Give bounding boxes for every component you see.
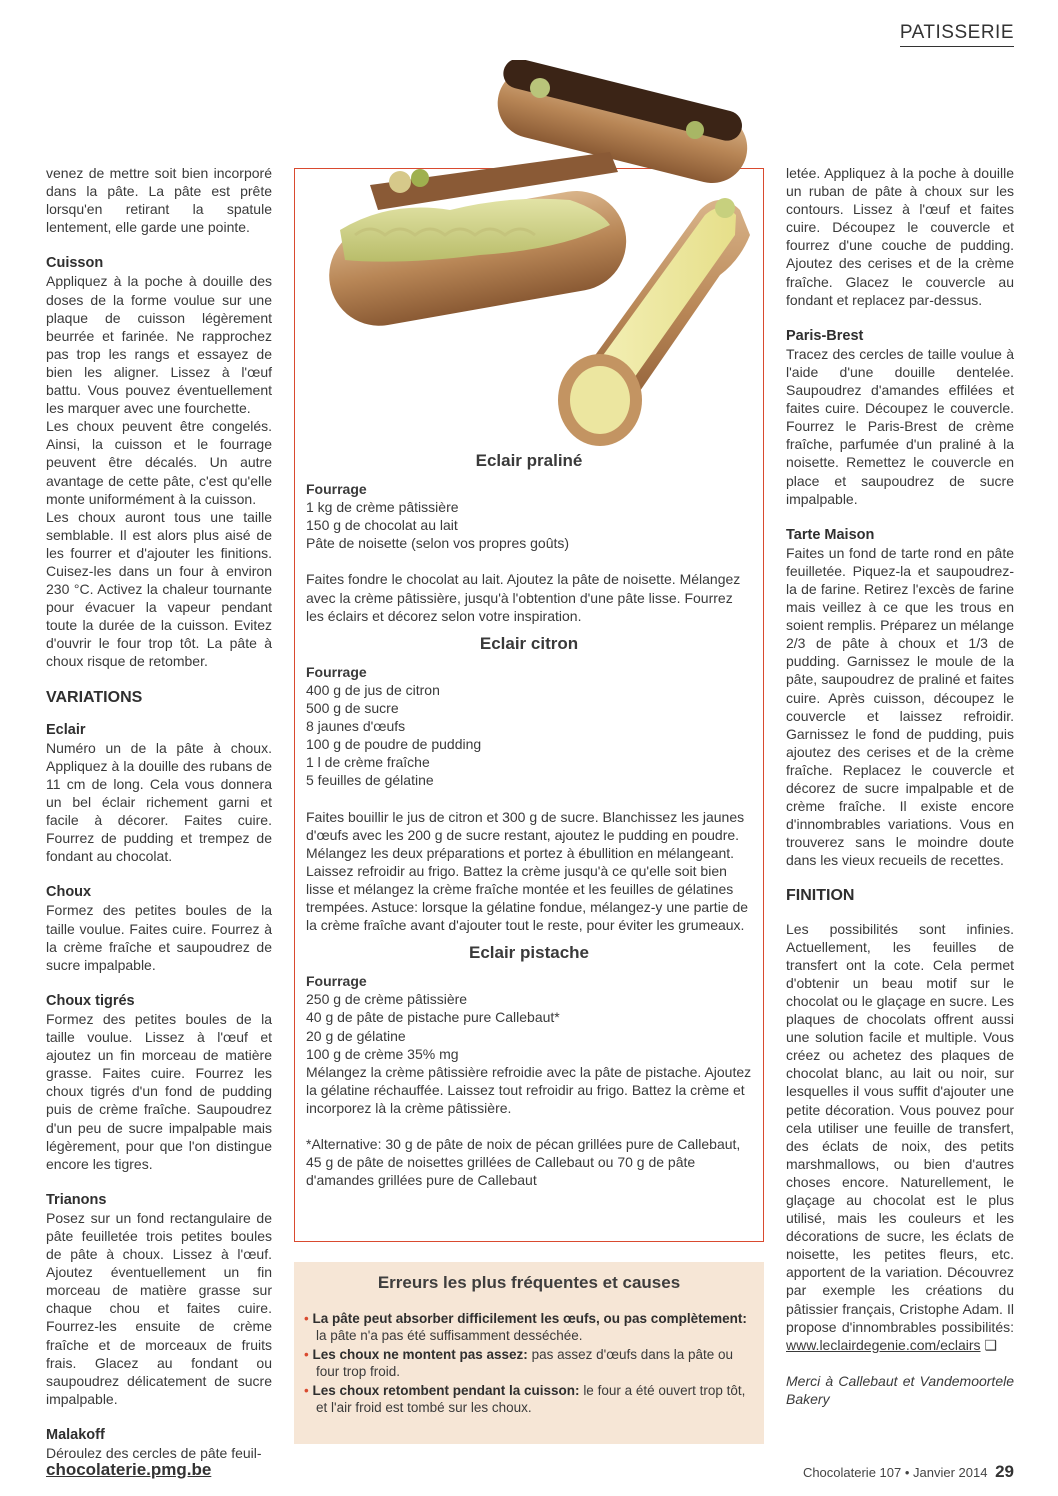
bullet-icon: • <box>304 1382 309 1398</box>
recipes <box>306 452 752 1189</box>
cuisson-text-3: Les choux auront tous une taille semblable. Il est alors plus aisé de les fourrer et d'ajouter les finitions. Cuisez-les dans un four à environ 230 °C. Activez la chaleur tournante pour évacuer la vapeur pendant toute la durée de la cuisson. Evitez d'ouvrir le four trop tôt. La pâte à choux risque de retomber. <box>46 508 272 670</box>
eclair-citron-title: Eclair citron <box>479 633 579 653</box>
error-explanation: la pâte n'a pas été suffisamment desséchée. <box>316 1328 583 1343</box>
tarte-maison-text: Faites un fond de tarte rond en pâte feuilletée. Piquez-la et saupoudrez-la de farine. Retirez l'excès de farine mais veillez à ce que les trous en soient remplis. Préparez un mélange 2/3 de pâte à choux et 1/3 de pudding. Garnissez le moule de la pâte, saupoudrez de praliné et faites cuire. Après cuisson, découpez le couvercle et laissez refroidir. Garnissez le fond de pudding, puis ajoutez des cerises et de la crème fraîche. Replacez le couvercle et décorez de sucre impalpable et de crème fraîche. Il existe encore d'innombrables variations. Vous en trouverez sans le moindre doute dans les vieux recueils de recettes. <box>786 544 1015 869</box>
right-column <box>786 164 1014 1426</box>
eclairs-photo <box>300 60 770 450</box>
website-link[interactable]: chocolaterie.pmg.be <box>46 1460 212 1479</box>
pistache-fourrage-label: Fourrage <box>306 973 367 990</box>
error-cause: La pâte peut absorber difficilement les œufs, ou pas complètement: <box>312 1310 747 1326</box>
left-column <box>46 164 272 1462</box>
citron-ingredient: 500 g de sucre <box>306 700 399 717</box>
pistache-ingredient: 20 g de gélatine <box>306 1027 406 1044</box>
malakoff-heading: Malakoff <box>46 1426 105 1443</box>
citron-ingredient: 5 feuilles de gélatine <box>306 772 434 789</box>
choux-tigres-heading: Choux tigrés <box>46 992 135 1009</box>
finition-heading: FINITION <box>786 887 855 905</box>
pistache-steps: Mélangez la crème pâtissière refroidie avec la pâte de pistache. Ajoutez la gélatine réchauffée. Laissez tout refroidir au frigo. Battez la crème et incorporez là la crème pâtissière. <box>306 1063 752 1116</box>
error-explanation: le four a été ouvert trop tôt, et l'air froid est tombé sur les choux. <box>316 1382 746 1415</box>
end-square-icon: ❑ <box>984 1336 997 1353</box>
issue-label: Chocolaterie 107 • Janvier 2014 <box>802 1465 988 1480</box>
citron-ingredient: 100 g de poudre de pudding <box>306 736 482 753</box>
citron-ingredient: 400 g de jus de citron <box>306 681 440 698</box>
choux-text: Formez des petites boules de la taille voulue. Faites cuire. Fourrez à la crème fraîche et saupoudrez de sucre impalpable. <box>46 902 272 973</box>
finition-body: Les possibilités sont infinies. Actuellement, les feuilles de transfert ont la cote. Cela permet d'obtenir un beau motif sur le chocolat ou le glaçage en sucre. Les plaques de chocolats offrent aussi une solution facile et multiple. Vous créez ou achetez des plaques de chocolat blanc, au lait ou noir, sur lesquelles il vous suffit d'ajouter une petite décoration. Vous pouvez pour cela utiliser une feuille de transfert, des éclats de noix, des petits marshmallows, ou bien d'autres choses encore. Naturellement, le glaçage au chocolat est le plus utilisé, mais les couleurs et les décorations de sucre, les éclats de noisette, les petites fleurs, etc. apportent de la variation. Découvrez par exemple les créations du pâtissier français, Cristophe Adam. Il propose d'innombrables possibilités: <box>786 920 1014 1335</box>
pistache-alternative: *Alternative: 30 g de pâte de noix de pécan grillées pure de Callebaut, 45 g de pâte de noisettes grillées de Callebaut ou 70 g de pâte d'amandes grillées pure de Callebaut <box>306 1136 741 1189</box>
citron-ingredient: 1 l de crème fraîche <box>306 754 430 771</box>
citron-ingredient: 8 jaunes d'œufs <box>306 718 406 735</box>
errors-title: Erreurs les plus fréquentes et causes <box>377 1273 681 1292</box>
page-number: 29 <box>995 1462 1014 1481</box>
bullet-icon: • <box>304 1346 309 1362</box>
pistache-ingredient: 100 g de crème 35% mg <box>306 1045 459 1062</box>
eclair-genie-link[interactable]: www.leclairdegenie.com/eclairs <box>786 1336 981 1353</box>
choux-tigres-text: Formez des petites boules de la taille voulue. Lissez à l'œuf et ajoutez un fin morceau de matière grasse. Faites cuire. Fourrez les choux tigrés d'un fond de pudding puis de crème fraîche. Saupoudrez d'un peu de sucre impalpable mais légèrement, pour que l'on distingue encore les tigres. <box>46 1010 272 1172</box>
pistache-ingredient: 250 g de crème pâtissière <box>306 991 468 1008</box>
error-item <box>304 1346 754 1381</box>
bullet-icon: • <box>304 1310 309 1326</box>
praline-ingredient: 150 g de chocolat au lait <box>306 517 458 534</box>
pistache-ingredient: 40 g de pâte de pistache pure Callebaut* <box>306 1009 560 1026</box>
praline-fourrage-label: Fourrage <box>306 481 367 498</box>
eclair-praline-title: Eclair praliné <box>475 451 583 470</box>
eclair-text: Numéro un de la pâte à choux. Appliquez à la douille des rubans de 11 cm de long. Cela vous donnera un bel éclair richement garni et facile à décorer. Faites cuire. Fourrez de pudding et trempez de fondant au chocolat. <box>46 739 272 865</box>
malakoff-text: Déroulez des cercles de pâte feuil- <box>46 1445 262 1461</box>
thanks-text: Merci à Callebaut et Vandemoortele Bakery <box>786 1372 1014 1407</box>
citron-steps: Faites bouillir le jus de citron et 300 g de sucre. Blanchissez les jaunes d'œufs avec les 200 g de sucre restant, ajoutez le pudding en poudre. Mélangez les deux préparations et portez à ébullition en mélangeant. Laissez refroidir au frigo. Battez la crème jusqu'à ce qu'elle soit bien lisse et mélangez la crème fraîche montée et les feuilles de gélatines trempées. Astuce: lorsque la gélatine fondue, mélangez-y une partie de la crème fraîche avant d'ajouter tout le reste, pour éviter les grumeaux. <box>306 808 749 934</box>
paris-brest-heading: Paris-Brest <box>786 327 864 344</box>
errors-box <box>294 1262 764 1444</box>
choux-heading: Choux <box>46 884 92 901</box>
pistachio-eclair <box>321 152 634 334</box>
praline-steps: Faites fondre le chocolat au lait. Ajoutez la pâte de noisette. Mélangez avec la crème pâtissière, jusqu'à l'obtention d'une pâte lisse. Fourrez les éclairs et décorez selon votre inspiration. <box>306 571 741 624</box>
praline-ingredient: Pâte de noisette (selon vos propres goûts) <box>306 535 570 552</box>
right-intro-text: letée. Appliquez à la poche à douille un ruban de pâte à choux sur les contours. Lissez à l'œuf et faites cuire. Découpez le couvercle et fourrez d'une couche de pudding. Ajoutez des cerises et de la crème fraîche. Glacez le couvercle au fondant et replacez par-dessus. <box>786 165 1014 308</box>
praline-ingredient: 1 kg de crème pâtissière <box>306 499 459 516</box>
variations-heading: VARIATIONS <box>46 688 143 706</box>
issue-info <box>803 1462 1014 1482</box>
trianons-heading: Trianons <box>46 1191 107 1208</box>
cuisson-text-1: Appliquez à la poche à douille des doses de la forme voulue sur une plaque de cuisson légèrement beurrée et farinée. Ne rapprochez pas trop les rangs et essayez de bien les aligner. Lissez à l'œuf battu. Vous pouvez éventuellement les marquer avec une fourchette. <box>46 273 272 417</box>
error-cause: Les choux retombent pendant la cuisson: <box>312 1382 580 1398</box>
cuisson-heading: Cuisson <box>46 255 104 272</box>
citron-fourrage-label: Fourrage <box>306 663 367 680</box>
paris-brest-text: Tracez des cercles de taille voulue à l'aide d'une douille dentelée. Saupoudrez d'amandes effilées et faites cuire. Découpez le couvercle. Fourrez le Paris-Brest de crème fraîche, parfumée d'un praliné à la noisette. Remettez le couvercle en place et saupoudrez de sucre impalpable. <box>786 345 1014 507</box>
finition-text <box>786 920 1014 1354</box>
eclair-heading: Eclair <box>46 721 86 738</box>
cuisson-text-2: Les choux peuvent être congelés. Ainsi, la cuisson et le fourrage peuvent être décalés. Un autre avantage de cette pâte, c'est qu'elle monte uniformément à la cuisson. <box>46 418 272 507</box>
intro-text: venez de mettre soit bien incorporé dans la pâte. La pâte est prête lorsqu'en retirant la spatule lentement, elle garde une pointe. <box>46 165 272 236</box>
error-explanation: pas assez d'œufs dans la pâte ou four trop froid. <box>316 1346 734 1379</box>
trianons-text: Posez sur un fond rectangulaire de pâte feuilletée trois petites boules de pâte à choux. Lissez à l'œuf. Ajoutez éventuellement un fin morceau de matière grasse sur chaque chou et faites cuire. Fourrez-les ensuite de crème fraîche et de morceaux de fruits frais. Glacez au fondant ou saupoudrez délicatement de sucre impalpable. <box>46 1209 272 1407</box>
error-item <box>304 1310 754 1345</box>
section-label: PATISSERIE <box>900 22 1014 47</box>
error-item <box>304 1382 754 1417</box>
error-cause: Les choux ne montent pas assez: <box>312 1346 528 1362</box>
eclair-pistache-title: Eclair pistache <box>468 943 589 963</box>
tarte-maison-heading: Tarte Maison <box>786 526 875 543</box>
